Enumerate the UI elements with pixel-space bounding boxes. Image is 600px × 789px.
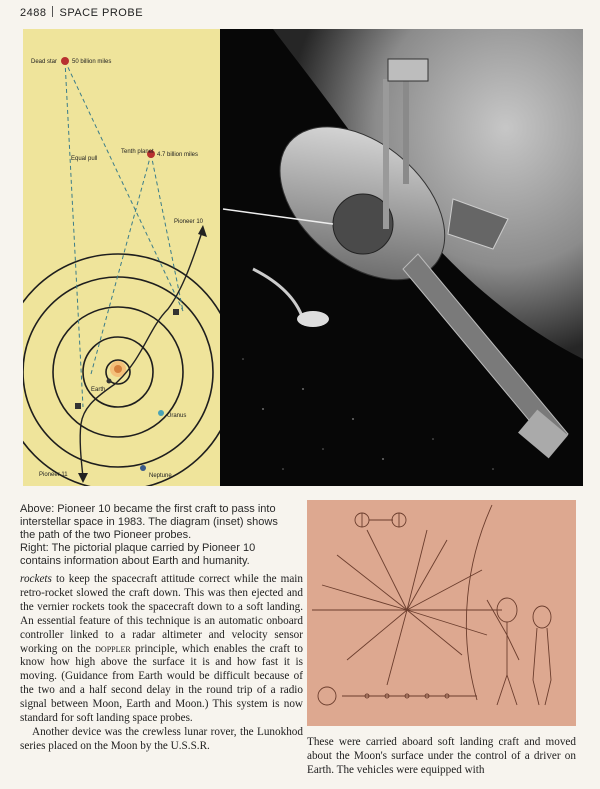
label-dead-star-distance: 50 billion miles bbox=[72, 59, 112, 65]
pioneer11-trajectory bbox=[80, 384, 115, 477]
path-line bbox=[151, 154, 183, 311]
earth-marker bbox=[107, 379, 112, 384]
body-column-left bbox=[20, 573, 303, 754]
neptune-marker bbox=[140, 465, 146, 471]
plaque-artwork bbox=[307, 500, 576, 726]
uranus-marker bbox=[158, 410, 164, 416]
body-italic: rockets bbox=[20, 573, 52, 585]
label-equal-pull: Equal pull bbox=[71, 156, 98, 162]
orbit-diagram-svg bbox=[23, 29, 220, 486]
body-paragraph: These were carried aboard soft landing craft and moved about the Moon's surface under the control of a driver on Earth. The vehicles were equipped with bbox=[307, 736, 576, 776]
arrow-icon bbox=[198, 225, 207, 237]
label-pioneer10: Pioneer 10 bbox=[174, 219, 204, 225]
page-number: 2488 bbox=[20, 7, 47, 19]
body-text: to keep the spacecraft attitude correct while the main retro-rocket slowed the craft down. This was then ejected and the vernier rockets took the spacecraft down to a soft landing. An essential feature of this technique is an automatic onboard controller linked to a radar altimeter and velocity sensor working on the bbox=[20, 573, 303, 655]
body-paragraph bbox=[20, 573, 303, 726]
pioneer10-trajectory bbox=[115, 229, 203, 384]
label-uranus: Uranus bbox=[167, 413, 187, 419]
figure-caption bbox=[20, 503, 295, 568]
label-neptune: Neptune bbox=[149, 473, 172, 479]
dead-star-marker bbox=[61, 57, 69, 65]
label-tenth-planet-distance: 4.7 billion miles bbox=[157, 152, 199, 158]
spacecraft-marker bbox=[75, 403, 81, 409]
page-header bbox=[20, 6, 143, 19]
header-divider bbox=[52, 6, 53, 17]
pioneer-path-diagram bbox=[23, 29, 220, 486]
label-pioneer11: Pioneer 11 bbox=[39, 472, 68, 478]
path-line bbox=[65, 61, 83, 407]
path-line bbox=[91, 154, 151, 374]
label-dead-star: Dead star bbox=[31, 59, 58, 65]
section-title: SPACE PROBE bbox=[59, 7, 144, 19]
arrow-icon bbox=[78, 473, 88, 483]
body-column-right bbox=[307, 736, 576, 778]
caption-above: Above: Pioneer 10 became the first craft to pass into interstellar space in 1983. The diagram (inset) shows the path of the two Pioneer probes. bbox=[20, 503, 278, 541]
caption-right: Right: The pictorial plaque carried by Pioneer 10 contains information about Earth and humanity. bbox=[20, 542, 256, 567]
pioneer-plaque-image bbox=[307, 500, 576, 726]
body-smallcaps: doppler bbox=[95, 642, 131, 655]
sun-core-icon bbox=[114, 365, 122, 373]
pioneer-illustration bbox=[23, 29, 583, 486]
spacecraft-marker bbox=[173, 309, 179, 315]
path-line bbox=[65, 61, 183, 311]
label-earth: Earth bbox=[91, 387, 106, 393]
label-tenth-planet: Tenth planet bbox=[121, 149, 154, 155]
body-text: principle, which enables the craft to know how high above the surface it is and how fast it is moving. (Guidance from Earth would be difficult because of the two and a half second delay in the round trip of a radio signal between Moon, Earth and Moon.) This system is now standard for soft landing space probes. bbox=[20, 642, 303, 725]
body-paragraph: Another device was the crewless lunar rover, the Lunokhod series placed on the Moon by the U.S.S.R. bbox=[20, 725, 303, 752]
